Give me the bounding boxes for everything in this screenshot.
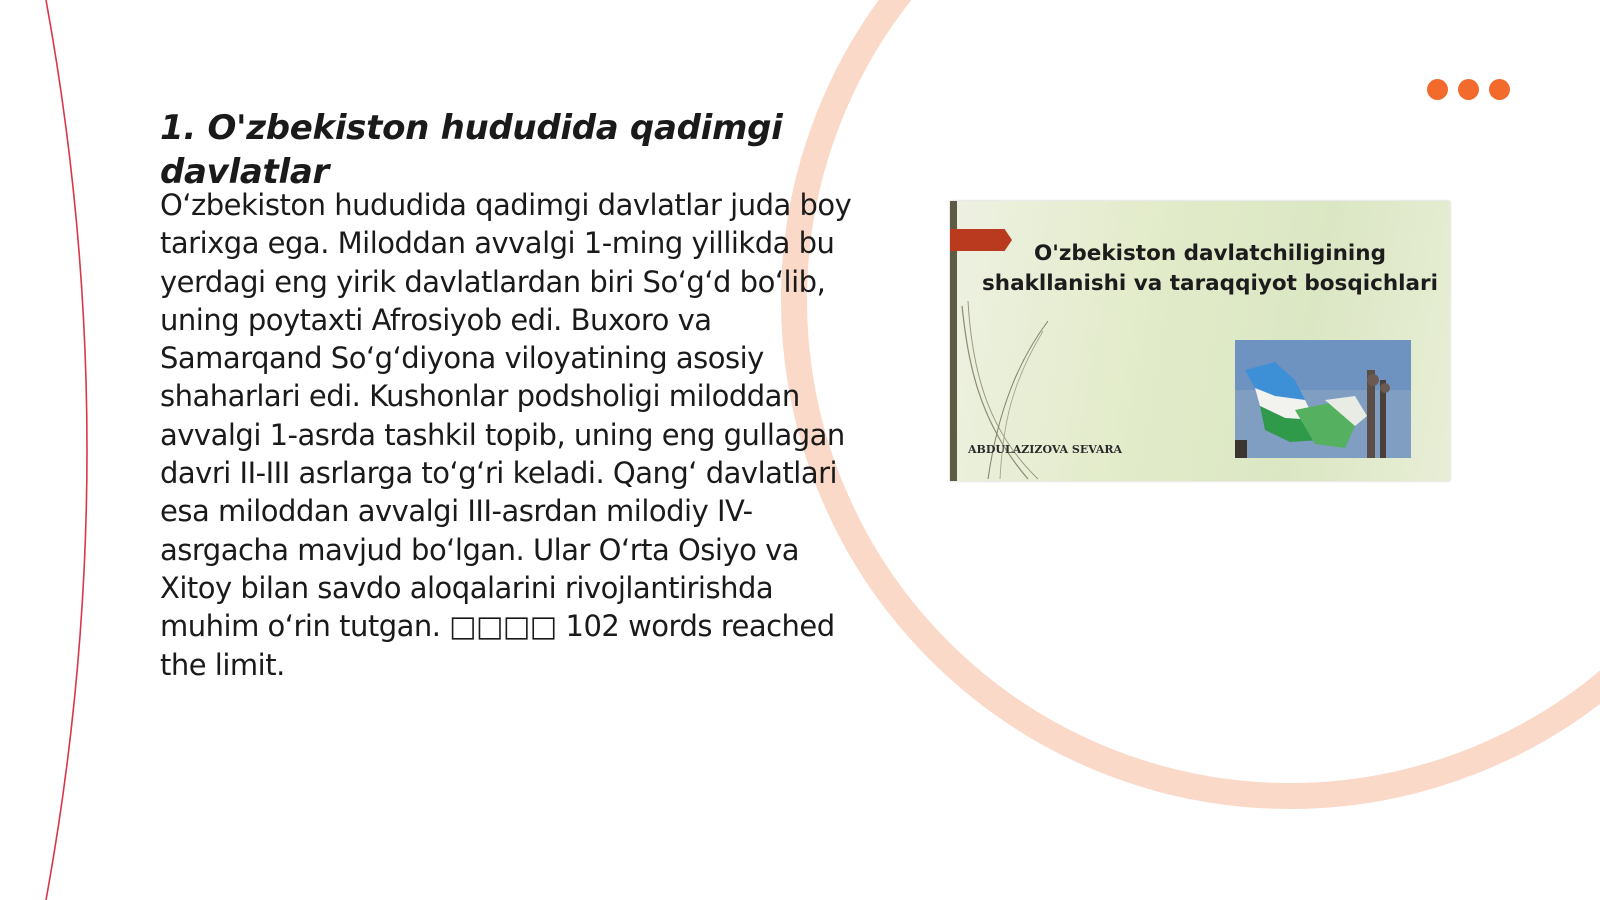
left-accent-curve (46, 0, 87, 900)
thumbnail-author: ABDULAZIZOVA SEVARA (968, 443, 1123, 456)
dot (1489, 79, 1510, 100)
dot (1427, 79, 1448, 100)
uzbekistan-flag-photo (1235, 340, 1411, 458)
dot (1458, 79, 1479, 100)
slide-body-text: O‘zbekiston hududida qadimgi davlatlar juda boy tarixga ega. Miloddan avvalgi 1-ming yillikda bu yerdagi eng yirik davlatlardan biri So‘g‘d bo‘lib, uning poytaxti Afrosiyob edi. Buxoro va Samarqand So‘g‘diyona viloyatining asosiy shaharlari edi. Kushonlar podsholigi miloddan avvalgi 1-asrda tashkil topib, uning eng gullagan davri II-III asrlarga to‘g‘ri keladi. Qang‘ davlatlari esa miloddan avvalgi III-asrdan milodiy IV-asrgacha mavjud bo‘lgan. Ular O‘rta Osiyo va Xitoy bilan savdo aloqalarini rivojlantirishda muhim o‘rin tutgan. □□□□ 102 words reached the limit. (160, 188, 852, 682)
slide-thumbnail-image (950, 201, 1450, 481)
thumbnail-title: O'zbekiston davlatchiligining shakllanishi va taraqqiyot bosqichlari (981, 241, 1438, 296)
three-dots-icon (1427, 79, 1513, 101)
slide-title: 1. O'zbekiston hududida qadimgi davlatlar (160, 108, 783, 192)
